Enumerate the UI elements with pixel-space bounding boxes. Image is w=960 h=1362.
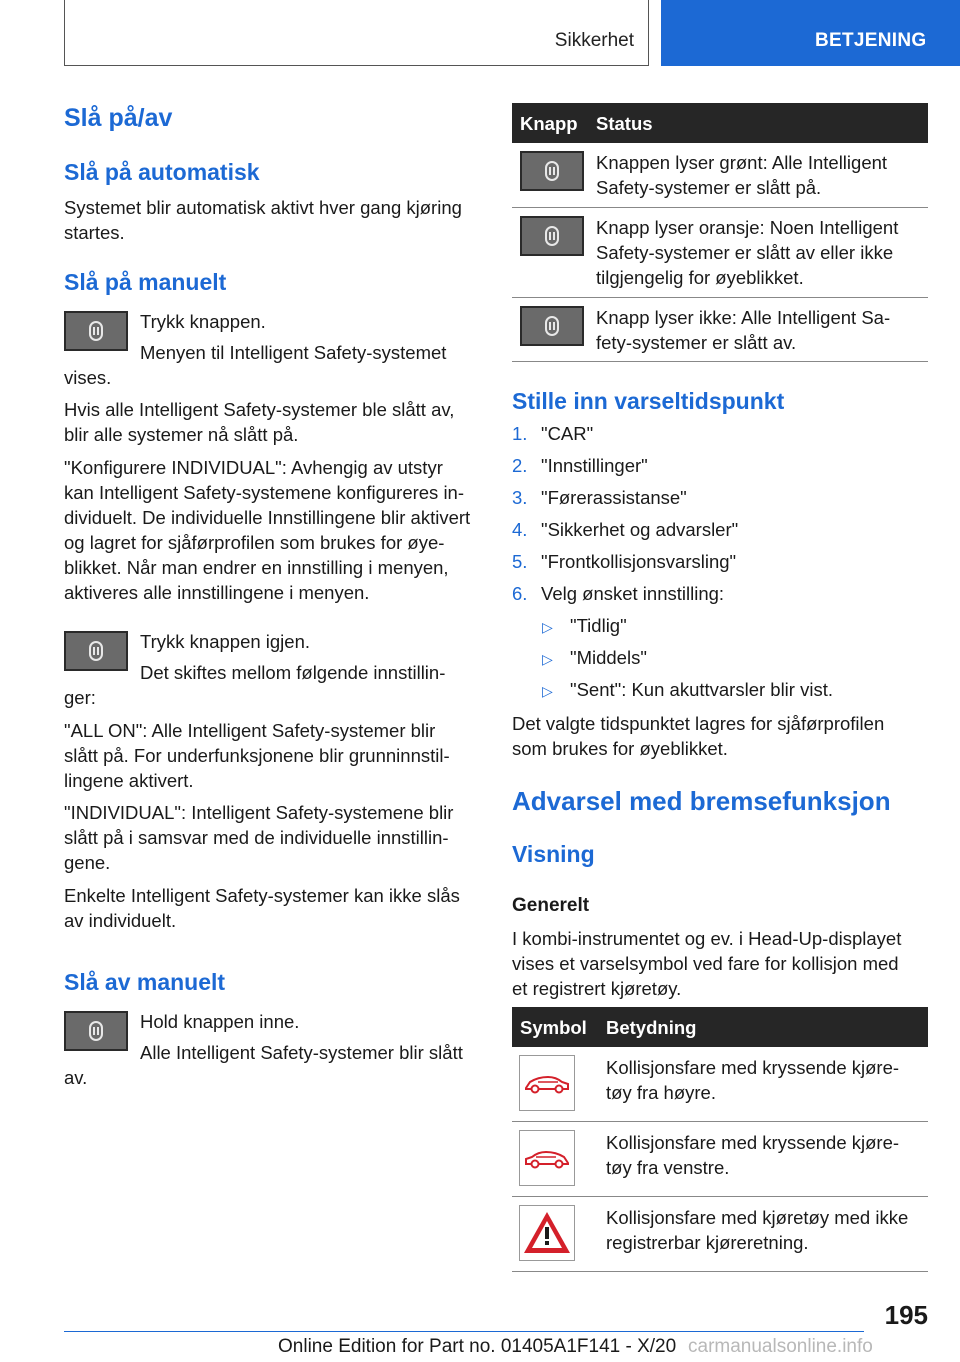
heading-generelt: Generelt: [512, 895, 590, 916]
auto-text: Systemet blir automatisk aktivt hver gang kjøring startes.: [64, 197, 462, 243]
heading-visning: Visning: [512, 841, 595, 867]
step-num: 5.: [512, 551, 528, 572]
row-divider: [512, 207, 928, 208]
heading-manual-off: Slå av manuelt: [64, 969, 226, 995]
safety-icon: [545, 161, 559, 181]
col-symbol: Symbol: [520, 1017, 587, 1038]
safety-icon: [89, 641, 103, 661]
symbol-row-1: Kollisjonsfare med kryssende kjøre- tøy fra høyre.: [606, 1057, 900, 1103]
bullet-triangle-icon: ▷: [542, 619, 553, 635]
symbol-table-header: [512, 1007, 928, 1047]
step-text: "Innstillinger": [541, 455, 648, 476]
button-green-image: [520, 151, 584, 191]
step-press: Trykk knappen.: [140, 311, 266, 332]
symbol-row-3: Kollisjonsfare med kjøretøy med ikke registrerbar kjøreretning.: [606, 1207, 909, 1253]
col-knapp: Knapp: [520, 113, 578, 134]
button-orange-image: [520, 216, 584, 256]
step-num: 1.: [512, 423, 528, 444]
col-betydning: Betydning: [606, 1017, 697, 1038]
step-num: 2.: [512, 455, 528, 476]
chapter-label: BETJENING: [815, 30, 927, 51]
col-status: Status: [596, 113, 653, 134]
row-divider: [512, 1121, 928, 1122]
manual-on-text-1: Menyen til Intelligent Safety-systemet vises.: [64, 342, 447, 388]
footer-divider: [64, 1331, 864, 1332]
step-text: "Førerassistanse": [541, 487, 687, 508]
option-text: "Tidlig": [570, 615, 627, 636]
safety-icon: [89, 1021, 103, 1041]
symbol-row-2: Kollisjonsfare med kryssende kjøre- tøy fra venstre.: [606, 1132, 900, 1178]
manual-on-text-6: "INDIVIDUAL": Intelligent Safety-systemene blir slått på i samsvar med de individuelle innstillin- gene.: [64, 802, 454, 873]
car-right-icon: [519, 1055, 575, 1111]
status-row-3: Knapp lyser ikke: Alle Intelligent Sa- fety-systemer er slått av.: [596, 307, 891, 353]
warning-triangle-icon: [519, 1205, 575, 1261]
row-divider: [512, 361, 928, 362]
safety-icon: [545, 316, 559, 336]
step-text: "CAR": [541, 423, 594, 444]
header-section-tab: [64, 0, 649, 66]
title-brake-warning: Advarsel med bremsefunksjon: [512, 786, 891, 816]
step-press-again: Trykk knappen igjen.: [140, 631, 311, 652]
footer-watermark: carmanualsonline.info: [688, 1336, 873, 1357]
heading-manual-on: Slå på manuelt: [64, 269, 227, 295]
car-left-icon: [519, 1130, 575, 1186]
manual-on-text-4: Det skiftes mellom følgende innstillin- ger:: [64, 662, 446, 708]
status-row-2: Knapp lyser oransje: Noen Intelligent Safety-systemer er slått av eller ikke tilgjengelig for øyeblikket.: [596, 217, 899, 288]
section-label: Sikkerhet: [554, 30, 634, 51]
heading-auto: Slå på automatisk: [64, 159, 260, 185]
brake-text: I kombi-instrumentet og ev. i Head-Up-displayet vises et varselsymbol ved fare for kollisjon med et registrert kjøretøy.: [512, 928, 902, 999]
heading-warn-time: Stille inn varseltidspunkt: [512, 388, 785, 414]
row-divider: [512, 1196, 928, 1197]
button-off-image: [520, 306, 584, 346]
step-text: "Sikkerhet og advarsler": [541, 519, 739, 540]
manual-on-text-2: Hvis alle Intelligent Safety-systemer ble slått av, blir alle systemer nå slått på.: [64, 399, 455, 445]
header-chapter-tab: [661, 0, 960, 66]
status-row-1: Knappen lyser grønt: Alle Intelligent Safety-systemer er slått på.: [596, 152, 888, 198]
step-text: Velg ønsket innstilling:: [541, 583, 725, 604]
option-text: "Middels": [570, 647, 647, 668]
step-hold: Hold knappen inne.: [140, 1011, 300, 1032]
warn-time-note: Det valgte tidspunktet lagres for sjåførprofilen som brukes for øyeblikket.: [512, 713, 885, 759]
manual-on-text-7: Enkelte Intelligent Safety-systemer kan ikke slås av individuelt.: [64, 885, 460, 931]
step-num: 3.: [512, 487, 528, 508]
page-number: 195: [884, 1300, 928, 1330]
safety-icon: [89, 321, 103, 341]
manual-off-text: Alle Intelligent Safety-systemer blir slått av.: [64, 1042, 463, 1088]
manual-on-text-5: "ALL ON": Alle Intelligent Safety-systemer blir slått på. For underfunksjonene blir grunninnstil- lingene aktivert.: [64, 720, 450, 791]
step-text: "Frontkollisjonsvarsling": [541, 551, 737, 572]
safety-icon: [545, 226, 559, 246]
row-divider: [512, 1271, 928, 1272]
bullet-triangle-icon: ▷: [542, 651, 553, 667]
step-num: 4.: [512, 519, 528, 540]
step-num: 6.: [512, 583, 528, 604]
title-slaa-paa-av: Slå på/av: [64, 104, 173, 132]
status-table-header: [512, 103, 928, 143]
option-text: "Sent": Kun akuttvarsler blir vist.: [570, 679, 833, 700]
manual-on-text-3: "Konfigurere INDIVIDUAL": Avhengig av utstyr kan Intelligent Safety-systemene konfigureres in- dividuelt. De individuelle Innstillingene blir aktivert og lagret for sjåførprofilen som brukes for øye- blikket. Når man endrer en innstilling i menyen, aktiveres alle innstillingene i menyen.: [64, 457, 471, 603]
bullet-triangle-icon: ▷: [542, 683, 553, 699]
footer-edition: Online Edition for Part no. 01405A1F141 - X/20: [278, 1336, 677, 1357]
row-divider: [512, 297, 928, 298]
